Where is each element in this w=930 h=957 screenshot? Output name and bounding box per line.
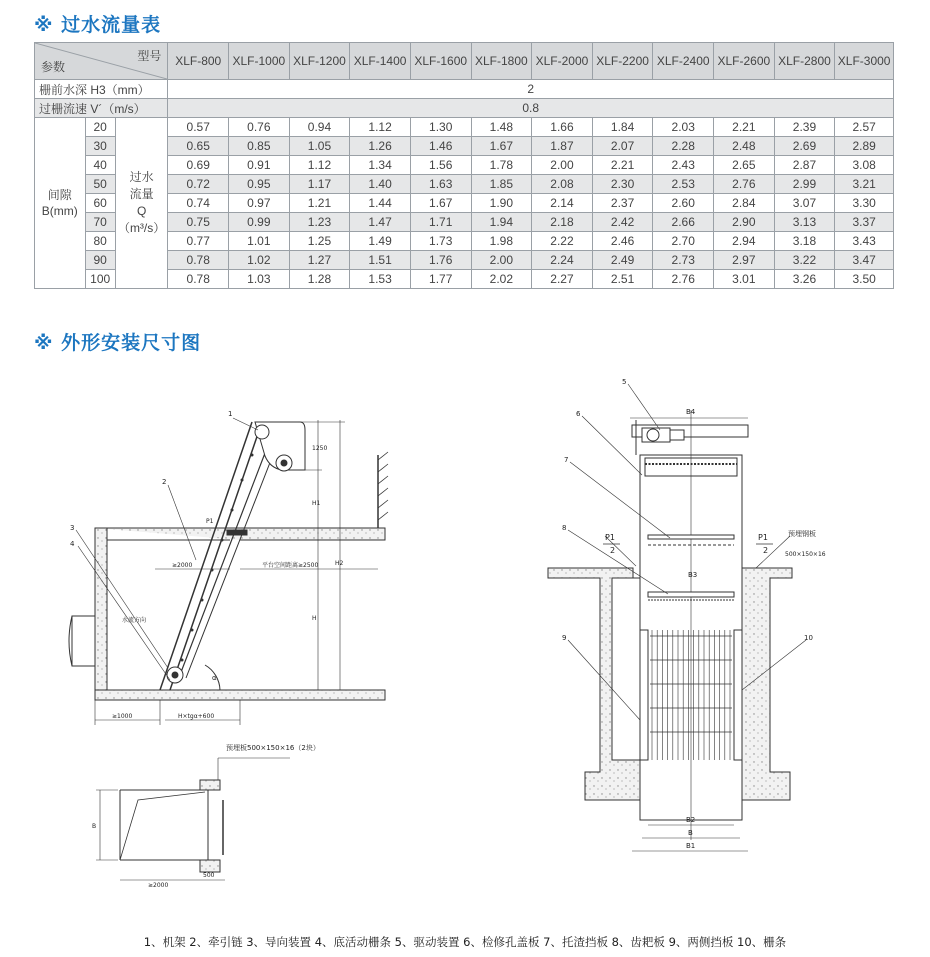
flow-value-cell: 2.27 [532, 270, 593, 289]
flow-value-cell: 1.01 [229, 232, 290, 251]
flow-value-cell: 2.89 [835, 137, 894, 156]
flow-value-cell: 0.57 [168, 118, 229, 137]
flow-value-cell: 2.70 [653, 232, 714, 251]
flow-value-cell: 0.74 [168, 194, 229, 213]
model-header-cell: XLF-1400 [350, 43, 411, 80]
model-header-cell: XLF-3000 [835, 43, 894, 80]
flow-value-cell: 2.00 [532, 156, 593, 175]
flow-value-cell: 2.53 [653, 175, 714, 194]
dim-500-detail: 500 [203, 872, 215, 879]
flow-value-cell: 1.30 [410, 118, 471, 137]
callout-3: 3 [70, 524, 75, 532]
flow-value-cell: 2.76 [714, 175, 775, 194]
flow-value-cell: 1.05 [289, 137, 350, 156]
flow-value-cell: 1.44 [350, 194, 411, 213]
flow-value-cell: 1.87 [532, 137, 593, 156]
front-view [548, 384, 806, 851]
embed-plate-detail [96, 758, 290, 880]
label-alpha: α [212, 674, 217, 682]
flow-value-cell: 1.26 [350, 137, 411, 156]
flow-value-cell: 1.76 [410, 251, 471, 270]
flow-value-cell: 3.07 [774, 194, 835, 213]
h3-label: 栅前水深 H3（mm） [35, 80, 168, 99]
flow-value-cell: 1.03 [229, 270, 290, 289]
flow-value-cell: 2.51 [592, 270, 653, 289]
model-header-cell: XLF-2800 [774, 43, 835, 80]
flow-value-cell: 2.49 [592, 251, 653, 270]
gap-value-cell: 40 [85, 156, 115, 175]
model-header-cell: XLF-1200 [289, 43, 350, 80]
flow-value-cell: 2.39 [774, 118, 835, 137]
flow-value-cell: 1.12 [289, 156, 350, 175]
label-p1: P1 [206, 518, 214, 525]
flow-value-cell: 2.48 [714, 137, 775, 156]
dim-h2: H2 [335, 560, 344, 567]
flow-value-cell: 1.66 [532, 118, 593, 137]
flow-value-cell: 1.73 [410, 232, 471, 251]
p1-right-denominator: 2 [763, 546, 769, 555]
flow-value-cell: 0.65 [168, 137, 229, 156]
flow-value-cell: 0.75 [168, 213, 229, 232]
flow-value-cell: 2.21 [714, 118, 775, 137]
drive-sprocket-icon [255, 425, 269, 439]
embed-steel-size: 500×150×16 [785, 551, 826, 558]
flow-value-cell: 1.21 [289, 194, 350, 213]
flow-value-cell: 1.67 [410, 194, 471, 213]
flow-value-cell: 1.28 [289, 270, 350, 289]
dim-h1: H1 [312, 500, 321, 507]
model-header-cell: XLF-800 [168, 43, 229, 80]
dim-1000: ≥1000 [112, 713, 133, 720]
flow-value-cell: 2.21 [592, 156, 653, 175]
flow-value-cell: 1.98 [471, 232, 532, 251]
gap-value-cell: 70 [85, 213, 115, 232]
flow-value-cell: 2.02 [471, 270, 532, 289]
table-row [35, 118, 894, 137]
flow-value-cell: 3.47 [835, 251, 894, 270]
flow-value-cell: 2.57 [835, 118, 894, 137]
flow-value-cell: 3.08 [835, 156, 894, 175]
flow-value-cell: 2.84 [714, 194, 775, 213]
flow-value-cell: 3.43 [835, 232, 894, 251]
section-title-install-drawing: ※ 外形安装尺寸图 [34, 332, 202, 354]
flow-value-cell: 1.84 [592, 118, 653, 137]
flow-value-cell: 1.71 [410, 213, 471, 232]
flow-value-cell: 3.13 [774, 213, 835, 232]
flow-value-cell: 2.90 [714, 213, 775, 232]
corner-label-model: 型号 [137, 49, 162, 63]
flow-value-cell: 2.46 [592, 232, 653, 251]
flow-value-cell: 1.27 [289, 251, 350, 270]
flow-value-cell: 2.42 [592, 213, 653, 232]
flow-value-cell: 1.90 [471, 194, 532, 213]
flow-value-cell: 1.34 [350, 156, 411, 175]
model-header-cell: XLF-2000 [532, 43, 593, 80]
gap-value-cell: 60 [85, 194, 115, 213]
flow-q-label [115, 118, 168, 289]
inlet-pipe [72, 616, 95, 666]
flow-q-label-line1: 过水 [129, 170, 154, 184]
dim-platform: 平台空间距离≥2500 [262, 562, 319, 569]
flow-value-cell: 0.72 [168, 175, 229, 194]
callout-7: 7 [564, 456, 569, 464]
flow-value-cell: 3.01 [714, 270, 775, 289]
dim-2000-detail: ≥2000 [148, 882, 169, 889]
flow-q-label-line4: （m³/s） [117, 221, 166, 235]
flow-value-cell: 1.53 [350, 270, 411, 289]
flow-value-cell: 2.24 [532, 251, 593, 270]
flow-value-cell: 2.08 [532, 175, 593, 194]
model-header-cell: XLF-1800 [471, 43, 532, 80]
flow-value-cell: 1.77 [410, 270, 471, 289]
dim-b4: B4 [686, 408, 696, 416]
parts-legend: 1、机架 2、牵引链 3、导向装置 4、底活动栅条 5、驱动装置 6、检修孔盖板 7、托渣挡板 8、齿耙板 9、两侧挡板 10、栅条 [143, 935, 787, 949]
gap-group-label [35, 118, 86, 289]
flow-value-cell: 1.56 [410, 156, 471, 175]
flow-value-cell: 0.78 [168, 251, 229, 270]
flow-value-cell: 2.00 [471, 251, 532, 270]
callout-2: 2 [162, 478, 167, 486]
p1-left-denominator: 2 [610, 546, 616, 555]
callout-4: 4 [70, 540, 75, 548]
flow-value-cell: 3.50 [835, 270, 894, 289]
flow-value-cell: 1.47 [350, 213, 411, 232]
callout-6: 6 [576, 410, 581, 418]
flow-value-cell: 2.22 [532, 232, 593, 251]
flow-value-cell: 2.73 [653, 251, 714, 270]
label-flow-direction: 水流方向 [122, 617, 147, 624]
dim-b-detail: B [92, 823, 97, 830]
flow-value-cell: 2.60 [653, 194, 714, 213]
flow-value-cell: 0.95 [229, 175, 290, 194]
side-view [69, 418, 388, 725]
flow-value-cell: 1.63 [410, 175, 471, 194]
flow-value-cell: 1.48 [471, 118, 532, 137]
flow-value-cell: 2.43 [653, 156, 714, 175]
callout-5: 5 [622, 378, 627, 386]
flow-value-cell: 2.87 [774, 156, 835, 175]
flow-value-cell: 2.03 [653, 118, 714, 137]
flow-table [34, 42, 894, 289]
flow-value-cell: 2.66 [653, 213, 714, 232]
flow-value-cell: 1.46 [410, 137, 471, 156]
gap-value-cell: 50 [85, 175, 115, 194]
flow-q-label-line3: Q [136, 204, 147, 218]
model-header-cell: XLF-1600 [410, 43, 471, 80]
flow-value-cell: 1.23 [289, 213, 350, 232]
embed-steel-label: 预埋钢板 [788, 530, 816, 538]
flow-value-cell: 1.12 [350, 118, 411, 137]
corner-label-param: 参数 [41, 60, 66, 74]
flow-value-cell: 2.69 [774, 137, 835, 156]
flow-value-cell: 1.40 [350, 175, 411, 194]
installation-drawing [0, 360, 930, 930]
flow-value-cell: 2.07 [592, 137, 653, 156]
dim-b3: B3 [688, 571, 698, 579]
channel-left-wall [95, 528, 107, 696]
flow-value-cell: 2.37 [592, 194, 653, 213]
gap-value-cell: 80 [85, 232, 115, 251]
dim-h: H [312, 615, 317, 622]
dim-hctg: H×tgα+600 [178, 713, 215, 720]
section-title-flow-table: ※ 过水流量表 [34, 14, 162, 36]
callout-9: 9 [562, 634, 567, 642]
flow-value-cell: 0.78 [168, 270, 229, 289]
flow-value-cell: 1.17 [289, 175, 350, 194]
flow-value-cell: 3.26 [774, 270, 835, 289]
callout-8: 8 [562, 524, 567, 532]
flow-value-cell: 2.94 [714, 232, 775, 251]
table-header-row [35, 43, 894, 80]
v-value: 0.8 [168, 99, 894, 118]
model-header-cell: XLF-2400 [653, 43, 714, 80]
dim-b: B [688, 829, 693, 837]
flow-value-cell: 0.76 [229, 118, 290, 137]
dim-1250: 1250 [312, 445, 328, 452]
flow-q-label-line2: 流量 [129, 187, 154, 201]
v-label: 过栅流速 V´（m/s） [35, 99, 168, 118]
flow-value-cell: 3.21 [835, 175, 894, 194]
flow-value-cell: 2.30 [592, 175, 653, 194]
gap-value-cell: 30 [85, 137, 115, 156]
table-corner-cell [35, 43, 168, 80]
flow-value-cell: 2.76 [653, 270, 714, 289]
flow-value-cell: 0.99 [229, 213, 290, 232]
flow-value-cell: 0.97 [229, 194, 290, 213]
v-row [35, 99, 894, 118]
flow-value-cell: 1.78 [471, 156, 532, 175]
callout-10: 10 [804, 634, 813, 642]
flow-value-cell: 3.22 [774, 251, 835, 270]
p1-right: P1 [758, 533, 768, 542]
flow-value-cell: 1.49 [350, 232, 411, 251]
gap-value-cell: 90 [85, 251, 115, 270]
flow-value-cell: 1.67 [471, 137, 532, 156]
flow-value-cell: 3.18 [774, 232, 835, 251]
dim-b1: B1 [686, 842, 696, 850]
flow-value-cell: 3.37 [835, 213, 894, 232]
flow-value-cell: 1.94 [471, 213, 532, 232]
gap-label-line2: B(mm) [41, 204, 78, 218]
flow-value-cell: 2.28 [653, 137, 714, 156]
flow-value-cell: 2.65 [714, 156, 775, 175]
p1-left: P1 [605, 533, 615, 542]
flow-value-cell: 2.99 [774, 175, 835, 194]
flow-value-cell: 0.94 [289, 118, 350, 137]
dim-2000: ≥2000 [172, 562, 193, 569]
flow-value-cell: 0.85 [229, 137, 290, 156]
flow-value-cell: 1.85 [471, 175, 532, 194]
model-header-cell: XLF-1000 [229, 43, 290, 80]
flow-value-cell: 0.69 [168, 156, 229, 175]
flow-value-cell: 0.91 [229, 156, 290, 175]
gap-value-cell: 100 [85, 270, 115, 289]
model-header-cell: XLF-2200 [592, 43, 653, 80]
gap-value-cell: 20 [85, 118, 115, 137]
channel-floor [95, 690, 385, 700]
flow-value-cell: 0.77 [168, 232, 229, 251]
flow-value-cell: 2.14 [532, 194, 593, 213]
flow-value-cell: 1.02 [229, 251, 290, 270]
h3-value: 2 [168, 80, 894, 99]
h3-row [35, 80, 894, 99]
flow-value-cell: 3.30 [835, 194, 894, 213]
dim-b2: B2 [686, 816, 696, 824]
flow-value-cell: 2.97 [714, 251, 775, 270]
flow-value-cell: 1.51 [350, 251, 411, 270]
callout-1: 1 [228, 410, 233, 418]
flow-value-cell: 1.25 [289, 232, 350, 251]
gap-label-line1: 间隙 [47, 188, 72, 202]
flow-value-cell: 2.18 [532, 213, 593, 232]
embed-plate-label: 预埋板500×150×16（2块） [226, 744, 320, 752]
model-header-cell: XLF-2600 [714, 43, 775, 80]
